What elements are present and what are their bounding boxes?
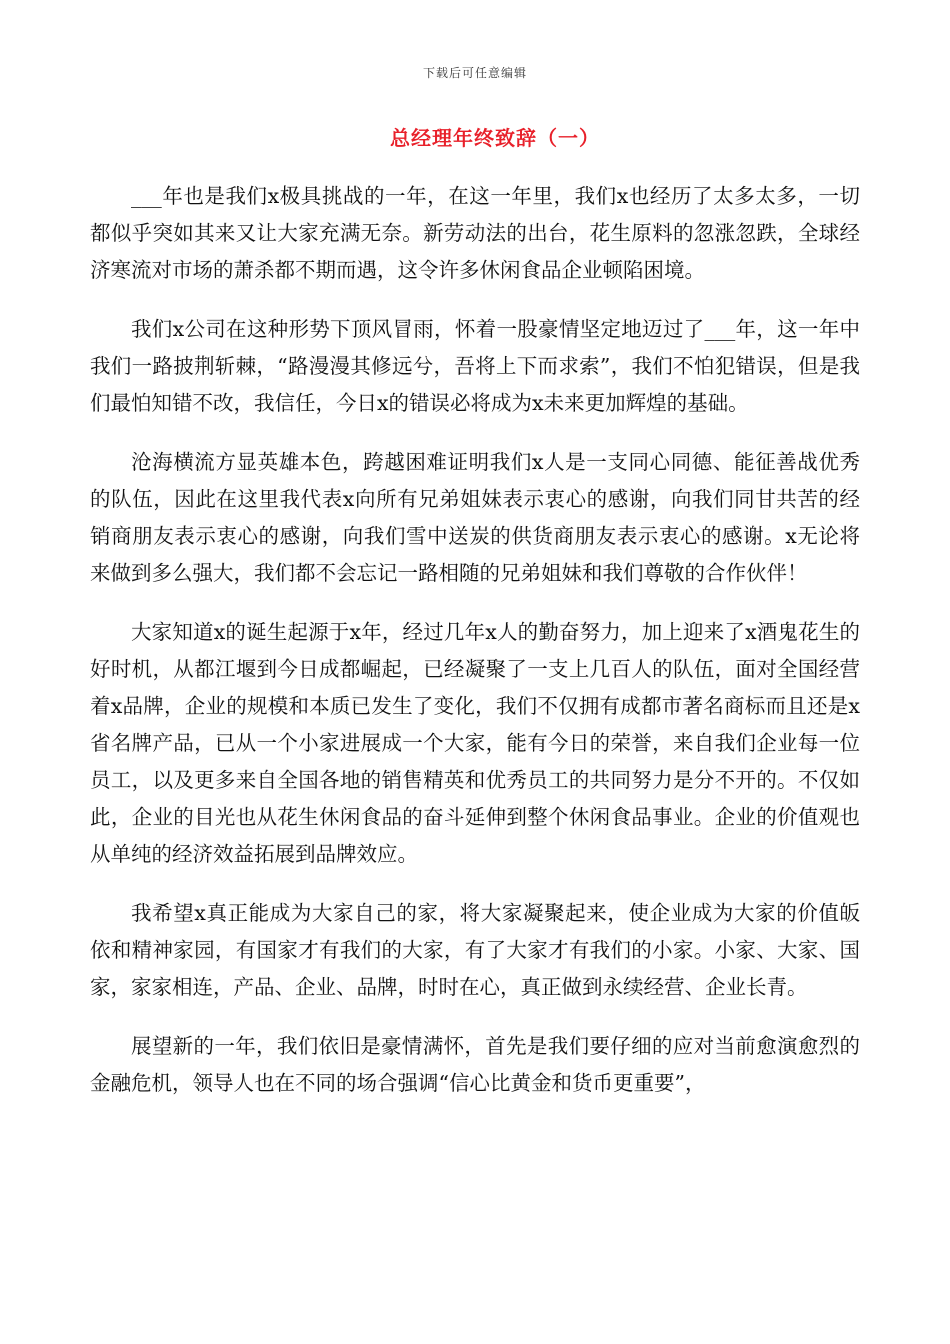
paragraph-5: 我希望x真正能成为大家自己的家，将大家凝聚起来，使企业成为大家的价值皈依和精神家园，有国家才有我们的大家，有了大家才有我们的小家。小家、大家、国家，家家相连，产品、企业、品牌，时时在心，真正做到永续经营、企业长青。	[90, 901, 860, 999]
document-body	[90, 178, 860, 1124]
header-note: 下载后可任意编辑	[422, 66, 527, 80]
paragraph-3: 沧海横流方显英雄本色，跨越困难证明我们x人是一支同心同德、能征善战优秀的队伍，因此在这里我代表x向所有兄弟姐妹表示衷心的感谢，向我们同甘共苦的经销商朋友表示衷心的感谢，向我们雪中送炭的供货商朋友表示衷心的感谢。x无论将来做到多么强大，我们都不会忘记一路相随的兄弟姐妹和我们尊敬的合作伙伴！	[90, 450, 860, 585]
document-title: 总经理年终致辞（一）	[390, 126, 600, 150]
paragraph-6: 展望新的一年，我们依旧是豪情满怀，首先是我们要仔细的应对当前愈演愈烈的金融危机，领导人也在不同的场合强调“信心比黄金和货币更重要”，	[90, 1034, 860, 1095]
paragraph-4: 大家知道x的诞生起源于x年，经过几年x人的勤奋努力，加上迎来了x酒鬼花生的好时机，从都江堰到今日成都崛起，已经凝聚了一支上几百人的队伍，面对全国经营着x品牌，企业的规模和本质已发生了变化，我们不仅拥有成都市著名商标而且还是x省名牌产品，已从一个小家进展成一个大家，能有今日的荣誉，来自我们企业每一位员工，以及更多来自全国各地的销售精英和优秀员工的共同努力是分不开的。不仅如此，企业的目光也从花生休闲食品的奋斗延伸到整个休闲食品事业。企业的价值观也从单纯的经济效益拓展到品牌效应。	[90, 620, 860, 866]
paragraph-1: ___年也是我们x极具挑战的一年，在这一年里，我们x也经历了太多太多，一切都似乎突如其来又让大家充满无奈。新劳动法的出台，花生原料的忽涨忽跌，全球经济寒流对市场的萧杀都不期而遇，这令许多休闲食品企业顿陷困境。	[90, 184, 860, 282]
paragraph-2: 我们x公司在这种形势下顶风冒雨，怀着一股豪情坚定地迈过了___年，这一年中我们一路披荆斩棘，“路漫漫其修远兮，吾将上下而求索”，我们不怕犯错误，但是我们最怕知错不改，我信任，今日x的错误必将成为x未来更加辉煌的基础。	[90, 317, 860, 415]
